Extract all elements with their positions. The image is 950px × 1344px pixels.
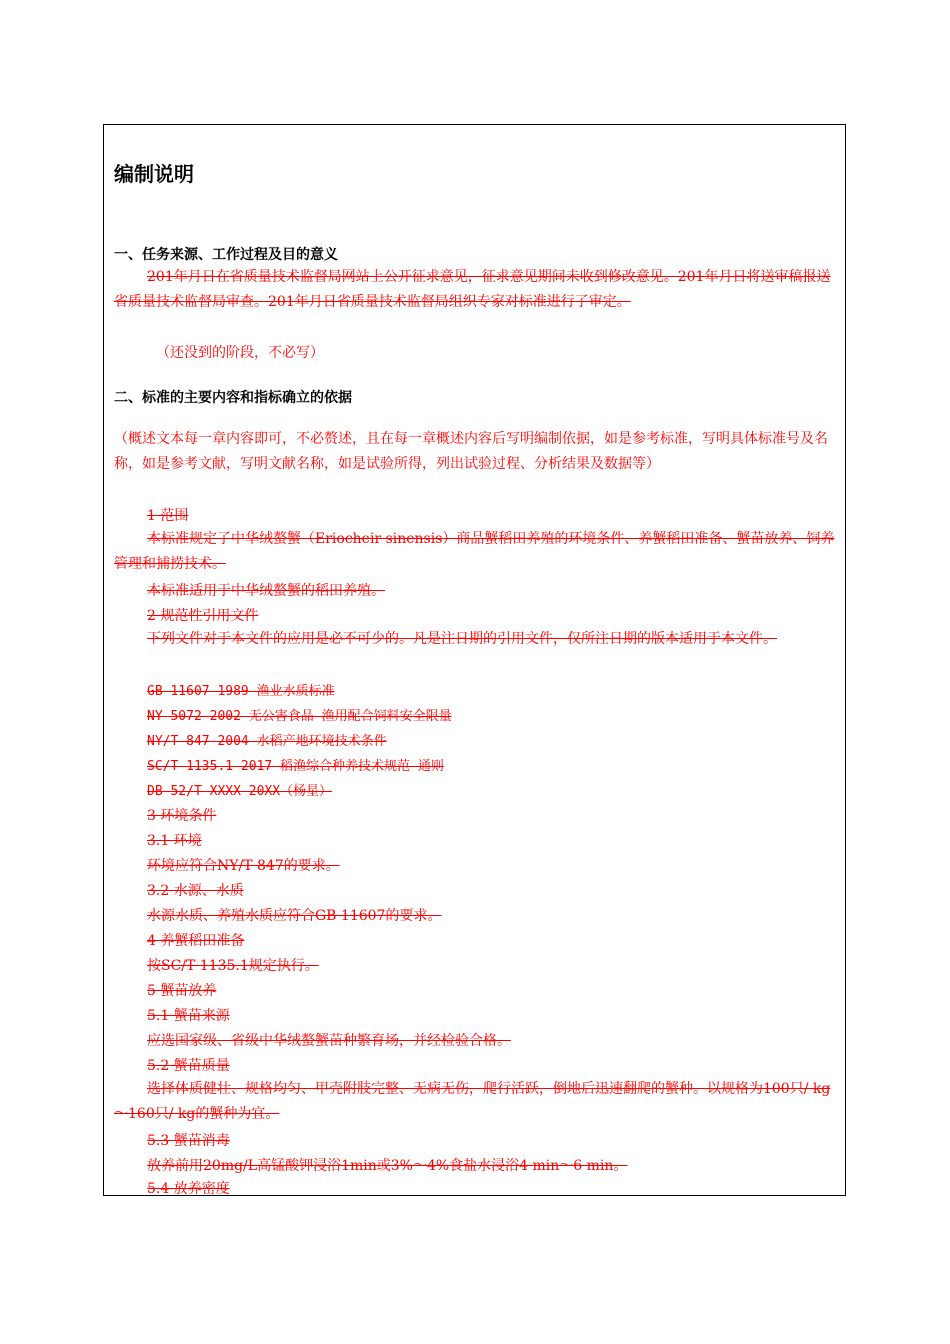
section2-heading: 二、标准的主要内容和指标确立的依据 <box>114 390 352 406</box>
line-13: 环境应符合NY/T 847的要求。 <box>147 858 340 874</box>
line-3: 本标准适用于中华绒螯蟹的稻田养殖。 <box>147 583 385 599</box>
line-9: SC/T 1135.1-2017 稻渔综合种养技术规范 通则 <box>147 759 444 774</box>
section2-note: （概述文本每一章内容即可，不必赘述，且在每一章概述内容后写明编制依据，如是参考标准，写明具体标准号及名称，如是参考文献，写明文献名称，如是试验所得，列出试验过程、分析结果及数据等） <box>114 431 828 472</box>
page-title: 编制说明 <box>114 162 194 186</box>
line-24: 放养前用20mg/L高锰酸钾浸浴1min或3%～4%食盐水浸浴4 min～6 min。 <box>147 1158 628 1174</box>
line-19: 5.1 蟹苗来源 <box>147 1008 230 1024</box>
line-1: 1 范围 <box>147 508 189 524</box>
line-12: 3.1 环境 <box>147 833 202 849</box>
line-15: 水源水质、养殖水质应符合GB 11607的要求。 <box>147 908 442 924</box>
line-21: 5.2 蟹苗质量 <box>147 1058 230 1074</box>
section1-heading: 一、任务来源、工作过程及目的意义 <box>114 247 338 263</box>
section1-struck-paragraph: 201年月日在省质量技术监督局网站上公开征求意见，征求意见期间未收到修改意见。201年月日将送审稿报送省质量技术监督局审查。201年月日省质量技术监督局组织专家对标准进行了审定。 <box>114 269 831 310</box>
line-4: 2 规范性引用文件 <box>147 608 259 624</box>
line-5: 下列文件对于本文件的应用是必不可少的。凡是注日期的引用文件，仅所注日期的版本适用于本文件。 <box>147 631 777 647</box>
line-20: 应选国家级、省级中华绒螯蟹苗种繁育场，并经检验合格。 <box>147 1033 511 1049</box>
section1-note: （还没到的阶段，不必写） <box>156 345 324 361</box>
line-23: 5.3 蟹苗消毒 <box>147 1133 230 1149</box>
line-25: 5.4 放养密度 <box>147 1181 230 1196</box>
line-8: NY/T 847-2004 水稻产地环境技术条件 <box>147 734 387 749</box>
line-14: 3.2 水源、水质 <box>147 883 244 899</box>
line-11: 3 环境条件 <box>147 808 217 824</box>
line-10: DB 52/T XXXX—20XX（杨星） <box>147 784 333 799</box>
line-16: 4 养蟹稻田准备 <box>147 933 245 949</box>
line-7: NY 5072-2002 无公害食品 渔用配合饲料安全限量 <box>147 709 452 724</box>
line-2: 本标准规定了中华绒螯蟹（Eriocheir sinensis）商品蟹稻田养殖的环境条件、养蟹稻田准备、蟹苗放养、饲养管理和捕捞技术。 <box>114 531 835 572</box>
document-frame <box>103 124 846 1196</box>
line-18: 5 蟹苗放养 <box>147 983 217 999</box>
line-6: GB 11607-1989 渔业水质标准 <box>147 684 335 699</box>
line-17: 按SC/T 1135.1规定执行。 <box>147 958 319 974</box>
line-22: 选择体质健壮、规格均匀、甲壳附肢完整、无病无伤，爬行活跃，倒地后迅速翻爬的蟹种。以规格为100只/ kg～160只/ kg的蟹种为宜。 <box>114 1081 831 1122</box>
